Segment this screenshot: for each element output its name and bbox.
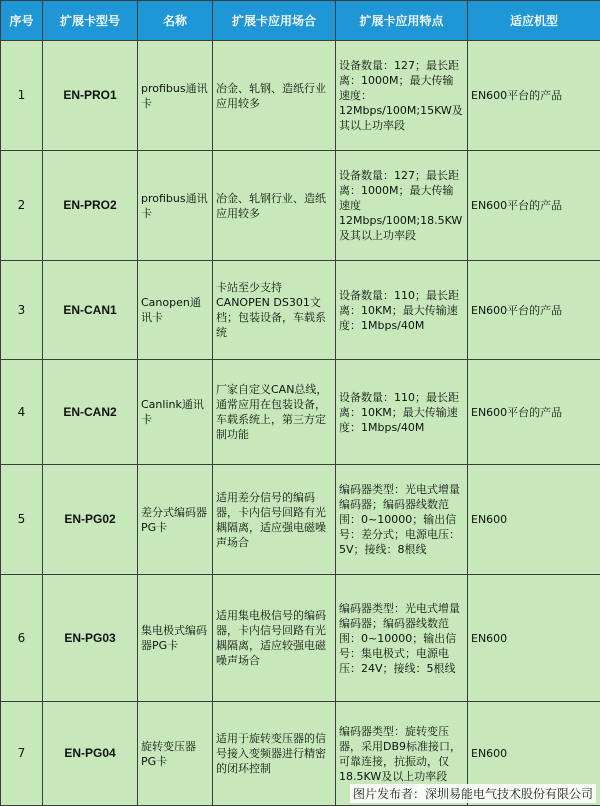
header-application: 扩展卡应用场合	[213, 1, 336, 41]
cell-application: 适用集电极信号的编码器，卡内信号回路有光耦隔离，适应较强电磁噪声场合	[213, 575, 336, 702]
cell-application: 适用于旋转变压器的信号接入变频器进行精密的闭环控制	[213, 702, 336, 806]
cell-model: EN-PG03	[43, 575, 138, 702]
cell-index: 2	[1, 151, 43, 261]
header-index: 序号	[1, 1, 43, 41]
cell-machine: EN600平台的产品	[468, 41, 600, 151]
cell-name: Canlink通讯卡	[138, 360, 213, 465]
cell-machine: EN600	[468, 575, 600, 702]
header-name: 名称	[138, 1, 213, 41]
cell-index: 5	[1, 465, 43, 575]
cell-features: 设备数量：110；最长距离：10KM；最大传输速度：1Mbps/40M	[336, 360, 468, 465]
table-row	[1, 41, 600, 151]
cell-features: 编码器类型：旋转变压器，采用DB9标准接口，可靠连接，抗振动，仅18.5KW及以上功率段	[336, 702, 468, 806]
cell-index: 4	[1, 360, 43, 465]
cell-application: 卡站至少支持CANOPEN DS301文档；包装设备，车载系统	[213, 261, 336, 360]
table-row	[1, 360, 600, 465]
cell-model: EN-CAN2	[43, 360, 138, 465]
cell-index: 1	[1, 41, 43, 151]
header-machine: 适应机型	[468, 1, 600, 41]
cell-model: EN-CAN1	[43, 261, 138, 360]
cell-machine: EN600平台的产品	[468, 360, 600, 465]
cell-index: 3	[1, 261, 43, 360]
cell-features: 设备数量：127；最长距离：1000M；最大传输速度：12Mbps/100M;15KW及其以上功率段	[336, 41, 468, 151]
cell-features: 设备数量：110；最长距离：10KM；最大传输速度：1Mbps/40M	[336, 261, 468, 360]
header-features: 扩展卡应用特点	[336, 1, 468, 41]
table-row	[1, 261, 600, 360]
cell-machine: EN600	[468, 465, 600, 575]
cell-name: 旋转变压器PG卡	[138, 702, 213, 806]
cell-index: 7	[1, 702, 43, 806]
cell-name: Canopen通讯卡	[138, 261, 213, 360]
table-row	[1, 151, 600, 261]
cell-name: profibus通讯卡	[138, 151, 213, 261]
cell-application: 冶金、轧钢行业、造纸应用较多	[213, 151, 336, 261]
cell-application: 厂家自定义CAN总线，通常应用在包装设备，车载系统上，第三方定制功能	[213, 360, 336, 465]
cell-machine: EN600	[468, 702, 600, 806]
cell-application: 适用差分信号的编码器，卡内信号回路有光耦隔离，适应强电磁噪声场合	[213, 465, 336, 575]
cell-model: EN-PRO1	[43, 41, 138, 151]
header-model: 扩展卡型号	[43, 1, 138, 41]
table-header-row	[1, 1, 600, 41]
cell-name: profibus通讯卡	[138, 41, 213, 151]
cell-model: EN-PG04	[43, 702, 138, 806]
cell-features: 设备数量：127；最长距离：1000M；最大传输速度12Mbps/100M;18.5KW及其以上功率段	[336, 151, 468, 261]
cell-features: 编码器类型：光电式增量编码器；编码器线数范围：0~10000；输出信号：集电极式；电源电压：24V；接线：5根线	[336, 575, 468, 702]
cell-model: EN-PRO2	[43, 151, 138, 261]
cell-machine: EN600平台的产品	[468, 151, 600, 261]
cell-features: 编码器类型：光电式增量编码器；编码器线数范围：0~10000；输出信号：差分式；电源电压：5V；接线：8根线	[336, 465, 468, 575]
cell-application: 冶金、轧钢、造纸行业应用较多	[213, 41, 336, 151]
table-row	[1, 465, 600, 575]
table-row	[1, 575, 600, 702]
publisher-watermark: 图片发布者：深圳易能电气技术股份有限公司	[350, 784, 596, 803]
cell-name: 集电极式编码器PG卡	[138, 575, 213, 702]
cell-machine: EN600平台的产品	[468, 261, 600, 360]
cell-index: 6	[1, 575, 43, 702]
cell-name: 差分式编码器PG卡	[138, 465, 213, 575]
cell-model: EN-PG02	[43, 465, 138, 575]
